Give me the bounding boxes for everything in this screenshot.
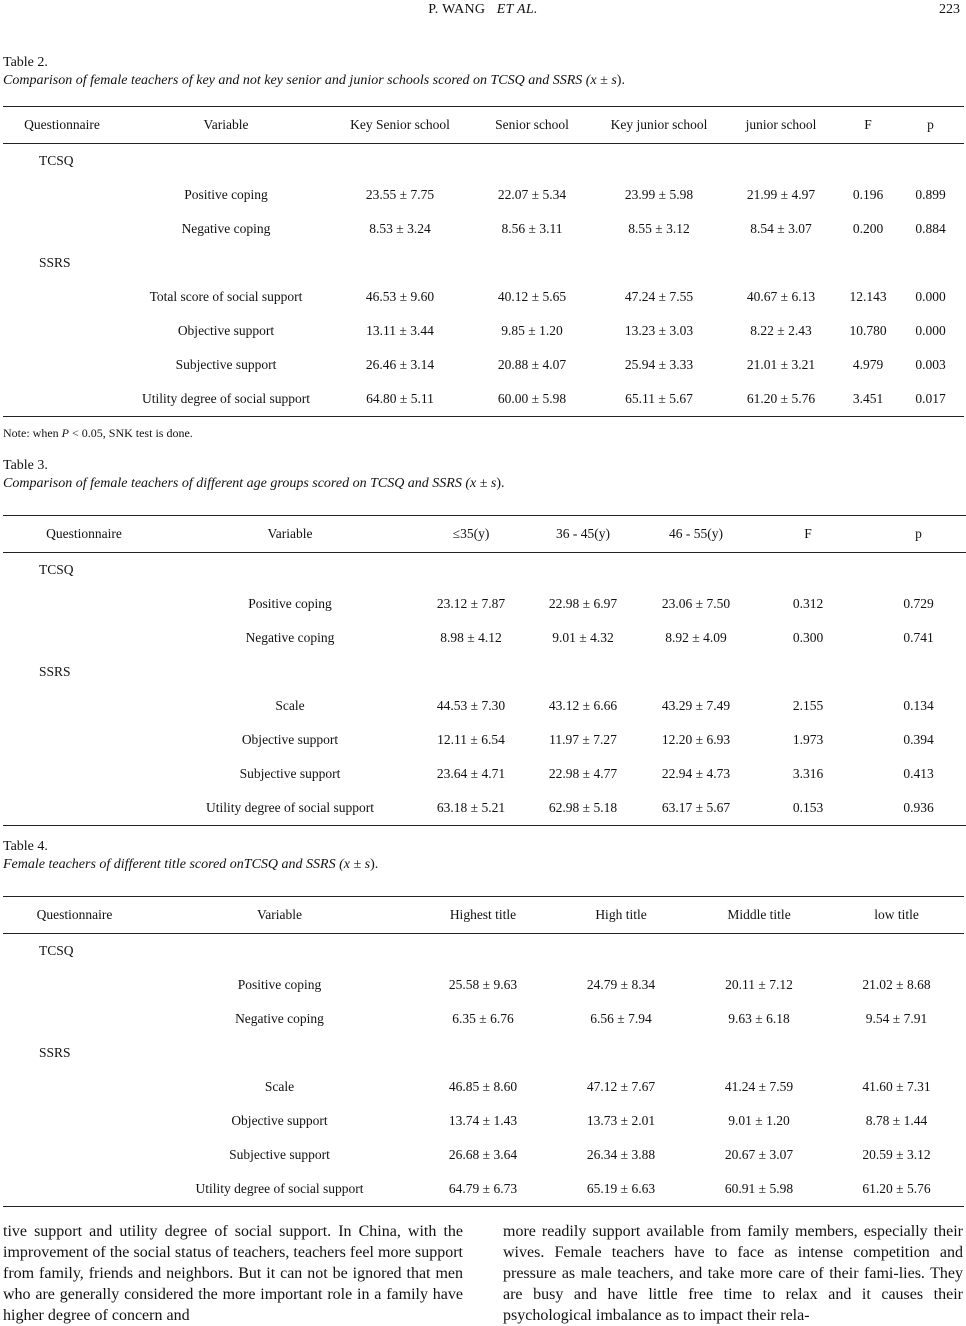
column-header: Questionnaire [3,516,165,553]
value-cell: 40.67 ± 6.13 [746,289,816,304]
value-cell: 0.312 [792,596,824,611]
running-header [0,0,966,24]
value-cell: 6.56 ± 7.94 [590,1011,652,1026]
empty-cell [121,246,331,280]
value-cell: 8.22 ± 2.43 [750,323,812,338]
value-cell: 0.884 [915,221,946,236]
value-cell: 12.11 ± 6.54 [437,732,505,747]
empty-cell [595,246,723,280]
table-2-block [3,54,964,441]
variable-cell: Utility degree of social support [146,1172,413,1207]
value-cell: 10.780 [849,323,887,338]
empty-cell [3,382,121,417]
caption-mean-sd-symbol: x ± s [590,73,617,88]
value-cell: 64.80 ± 5.11 [331,382,469,417]
empty-cell [3,1070,146,1104]
empty-cell [863,655,966,689]
variable-cell: Utility degree of social support [165,791,415,826]
empty-cell [415,655,527,689]
value-cell: 8.55 ± 3.12 [628,221,690,236]
variable-cell: Total score of social support [149,289,303,304]
column-header: ≤35(y) [415,516,527,553]
table-4-block [3,838,964,1207]
empty-cell [165,655,415,689]
variable-cell: Negative coping [245,630,335,645]
value-cell: 23.06 ± 7.50 [661,596,731,611]
table-row [3,723,966,757]
table-row [3,1172,964,1207]
empty-cell [415,553,527,588]
empty-cell [753,553,863,588]
table-2-label: Table 2. [3,55,48,70]
empty-cell [829,1036,964,1070]
value-cell: 20.59 ± 3.12 [862,1147,931,1162]
empty-cell [829,934,964,969]
empty-cell [863,553,966,588]
value-cell: 23.12 ± 7.87 [436,596,506,611]
empty-cell [3,1002,146,1036]
empty-cell [413,934,553,969]
empty-cell [331,246,469,280]
value-cell: 21.99 ± 4.97 [746,187,816,202]
questionnaire-name: TCSQ [39,153,74,168]
column-header: High title [553,897,689,934]
column-header: p [863,516,966,553]
value-cell: 9.63 ± 6.18 [728,1011,790,1026]
empty-cell [897,144,964,179]
value-cell: 0.196 [852,187,884,202]
value-cell: 1.973 [792,732,824,747]
author-et-al: ET AL. [496,2,538,17]
value-cell: 23.64 ± 4.71 [436,766,506,781]
table-row [3,757,966,791]
value-cell: 65.11 ± 5.67 [595,382,723,417]
column-header: Key Senior school [331,107,469,144]
empty-cell [3,314,121,348]
variable-cell: Positive coping [184,187,268,202]
caption-text: Comparison of female teachers of different age groups scored on TCSQ and SSRS ( [3,476,471,491]
value-cell: 8.92 ± 4.09 [665,630,727,645]
column-header: Variable [146,897,413,934]
column-header: Senior school [469,107,595,144]
value-cell: 0.134 [903,698,934,713]
questionnaire-name: SSRS [39,1045,71,1060]
empty-cell [146,1036,413,1070]
group-row [3,553,966,588]
value-cell: 25.58 ± 9.63 [448,977,518,992]
empty-cell [3,689,165,723]
column-header: Highest title [413,897,553,934]
table-4-label: Table 4. [3,839,48,854]
empty-cell [3,1138,146,1172]
value-cell: 8.54 ± 3.07 [750,221,812,236]
table-4 [3,896,964,1207]
questionnaire-name: TCSQ [39,943,74,958]
caption-end: ). [616,73,625,88]
value-cell: 9.54 ± 7.91 [865,1011,928,1026]
note-italic: P [61,426,69,440]
value-cell: 0.741 [903,630,934,645]
running-author [0,2,966,18]
column-header: p [897,107,964,144]
group-row [3,655,966,689]
value-cell: 44.53 ± 7.30 [436,698,506,713]
caption-end: ). [496,476,505,491]
value-cell: 22.94 ± 4.73 [661,766,731,781]
value-cell: 63.18 ± 5.21 [415,791,527,826]
value-cell: 20.88 ± 4.07 [497,357,567,372]
value-cell: 0.000 [915,323,946,338]
page-number: 223 [939,2,960,17]
table-header-row [3,516,966,553]
column-header: Middle title [689,897,829,934]
group-row [3,246,964,280]
value-cell: 13.74 ± 1.43 [448,1113,518,1128]
value-cell: 26.46 ± 3.14 [365,357,435,372]
table-row [3,178,964,212]
empty-cell [723,246,839,280]
empty-cell [639,553,753,588]
value-cell: 2.155 [792,698,824,713]
value-cell: 46.85 ± 8.60 [448,1079,518,1094]
table-row [3,348,964,382]
table-row [3,587,966,621]
variable-cell: Negative coping [235,1011,324,1026]
variable-cell: Positive coping [248,596,332,611]
value-cell: 41.24 ± 7.59 [724,1079,794,1094]
value-cell: 0.394 [903,732,934,747]
questionnaire-name: SSRS [39,664,71,679]
table-row [3,1104,964,1138]
empty-cell [413,1036,553,1070]
empty-cell [689,1036,829,1070]
table-row [3,280,964,314]
table-row [3,968,964,1002]
value-cell: 43.29 ± 7.49 [661,698,731,713]
table-2 [3,106,964,417]
empty-cell [3,1172,146,1207]
empty-cell [3,1104,146,1138]
value-cell: 21.02 ± 8.68 [862,977,931,992]
empty-cell [753,655,863,689]
variable-cell: Subjective support [175,357,277,372]
empty-cell [469,144,595,179]
column-header: 46 - 55(y) [639,516,753,553]
column-header: Questionnaire [3,897,146,934]
value-cell: 40.12 ± 5.65 [497,289,567,304]
table-row [3,212,964,246]
variable-cell: Positive coping [237,977,322,992]
group-row [3,934,964,969]
table-row [3,1138,964,1172]
value-cell: 0.000 [915,289,946,304]
value-cell: 22.98 ± 4.77 [548,766,618,781]
empty-cell [121,144,331,179]
value-cell: 3.316 [792,766,824,781]
column-header: Questionnaire [3,107,121,144]
value-cell: 8.56 ± 3.11 [501,221,563,236]
value-cell: 3.451 [839,382,897,417]
empty-cell [3,178,121,212]
note-prefix: Note: when [3,426,62,440]
empty-cell [3,968,146,1002]
table-2-caption [3,72,964,90]
variable-cell: Utility degree of social support [121,382,331,417]
value-cell: 8.78 ± 1.44 [865,1113,928,1128]
empty-cell [331,144,469,179]
caption-mean-sd-symbol: x ± s [470,476,497,491]
table-3-label: Table 3. [3,458,48,473]
value-cell: 0.017 [897,382,964,417]
group-row [3,144,964,179]
empty-cell [553,934,689,969]
value-cell: 60.00 ± 5.98 [469,382,595,417]
value-cell: 24.79 ± 8.34 [586,977,656,992]
empty-cell [3,791,165,826]
caption-end: ). [370,857,379,872]
value-cell: 0.153 [753,791,863,826]
empty-cell [146,934,413,969]
value-cell: 13.11 ± 3.44 [366,323,434,338]
empty-cell [3,757,165,791]
empty-cell [595,144,723,179]
value-cell: 6.35 ± 6.76 [452,1011,514,1026]
value-cell: 0.729 [903,596,934,611]
empty-cell [165,553,415,588]
column-header: junior school [723,107,839,144]
empty-cell [839,144,897,179]
value-cell: 23.99 ± 5.98 [624,187,694,202]
value-cell: 26.34 ± 3.88 [586,1147,656,1162]
value-cell: 61.20 ± 5.76 [723,382,839,417]
value-cell: 20.11 ± 7.12 [725,977,793,992]
table-row [3,689,966,723]
empty-cell [527,553,639,588]
table-4-caption [3,856,964,874]
table-header-row [3,897,964,934]
variable-cell: Scale [275,698,305,713]
column-header: F [753,516,863,553]
questionnaire-name: TCSQ [39,562,74,577]
value-cell: 13.73 ± 2.01 [586,1113,656,1128]
value-cell: 9.85 ± 1.20 [501,323,563,338]
empty-cell [527,655,639,689]
value-cell: 8.98 ± 4.12 [440,630,502,645]
body-text-right-column: more readily support available from family members, especially their wives. Female teachers have to face as intense competition and pressure as male teachers, and take more care of their fami-lies. They are busy and have little free time to relax and it causes their psychological imbalance as to impact their rela- [503,1223,963,1324]
value-cell: 60.91 ± 5.98 [689,1172,829,1207]
value-cell: 13.23 ± 3.03 [624,323,694,338]
table-row [3,314,964,348]
empty-cell [839,246,897,280]
empty-cell [3,212,121,246]
table-row [3,621,966,655]
table-3 [3,515,966,826]
variable-cell: Scale [264,1079,295,1094]
value-cell: 8.53 ± 3.24 [369,221,431,236]
value-cell: 0.413 [903,766,934,781]
table-3-block [3,457,964,826]
value-cell: 20.67 ± 3.07 [724,1147,794,1162]
value-cell: 65.19 ± 6.63 [553,1172,689,1207]
table-3-caption [3,475,964,493]
value-cell: 61.20 ± 5.76 [829,1172,964,1207]
empty-cell [723,144,839,179]
value-cell: 11.97 ± 7.27 [549,732,617,747]
column-header: Variable [165,516,415,553]
author-name: P. WANG [428,2,486,17]
value-cell: 64.79 ± 6.73 [413,1172,553,1207]
table-row [3,1002,964,1036]
value-cell: 47.24 ± 7.55 [624,289,694,304]
empty-cell [469,246,595,280]
value-cell: 26.68 ± 3.64 [448,1147,518,1162]
note-suffix: < 0.05, SNK test is done. [69,426,193,440]
empty-cell [3,348,121,382]
value-cell: 63.17 ± 5.67 [639,791,753,826]
caption-mean-sd-symbol: x ± s [343,857,371,872]
empty-cell [639,655,753,689]
value-cell: 41.60 ± 7.31 [862,1079,931,1094]
column-header: low title [829,897,964,934]
caption-text: Female teachers of different title scored onTCSQ and SSRS ( [3,857,344,872]
table-2-note [3,425,964,441]
column-header: F [839,107,897,144]
table-row [3,382,964,417]
column-header: Key junior school [595,107,723,144]
value-cell: 46.53 ± 9.60 [365,289,435,304]
value-cell: 0.899 [915,187,946,202]
table-header-row [3,107,964,144]
value-cell: 0.200 [852,221,884,236]
value-cell: 12.143 [849,289,887,304]
column-header: Variable [121,107,331,144]
value-cell: 9.01 ± 1.20 [728,1113,790,1128]
value-cell: 21.01 ± 3.21 [746,357,816,372]
caption-text: Comparison of female teachers of key and not key senior and junior schools scored on TCSQ and SSRS ( [3,73,591,88]
group-row [3,1036,964,1070]
body-text-left-column: tive support and utility degree of social support. In China, with the improvement of the social status of teachers, teachers feel more support from family, friends and neighbors. But it can not be ignored that men who are generally considered the more important role in a family have higher degree of concern and [3,1223,463,1324]
variable-cell: Subjective support [239,766,341,781]
variable-cell: Objective support [241,732,339,747]
empty-cell [3,587,165,621]
value-cell: 12.20 ± 6.93 [661,732,731,747]
value-cell: 0.300 [792,630,824,645]
variable-cell: Subjective support [229,1147,330,1162]
value-cell: 25.94 ± 3.33 [624,357,694,372]
empty-cell [553,1036,689,1070]
value-cell: 4.979 [852,357,884,372]
empty-cell [3,621,165,655]
empty-cell [3,723,165,757]
value-cell: 0.003 [915,357,946,372]
variable-cell: Negative coping [181,221,271,236]
value-cell: 0.936 [863,791,966,826]
empty-cell [689,934,829,969]
table-row [3,791,966,826]
value-cell: 23.55 ± 7.75 [365,187,435,202]
column-header: 36 - 45(y) [527,516,639,553]
value-cell: 43.12 ± 6.66 [548,698,618,713]
value-cell: 22.07 ± 5.34 [497,187,567,202]
value-cell: 62.98 ± 5.18 [527,791,639,826]
value-cell: 22.98 ± 6.97 [548,596,618,611]
table-row [3,1070,964,1104]
value-cell: 47.12 ± 7.67 [586,1079,656,1094]
variable-cell: Objective support [231,1113,328,1128]
variable-cell: Objective support [177,323,275,338]
empty-cell [897,246,964,280]
empty-cell [3,280,121,314]
questionnaire-name: SSRS [39,255,71,270]
value-cell: 9.01 ± 4.32 [552,630,614,645]
